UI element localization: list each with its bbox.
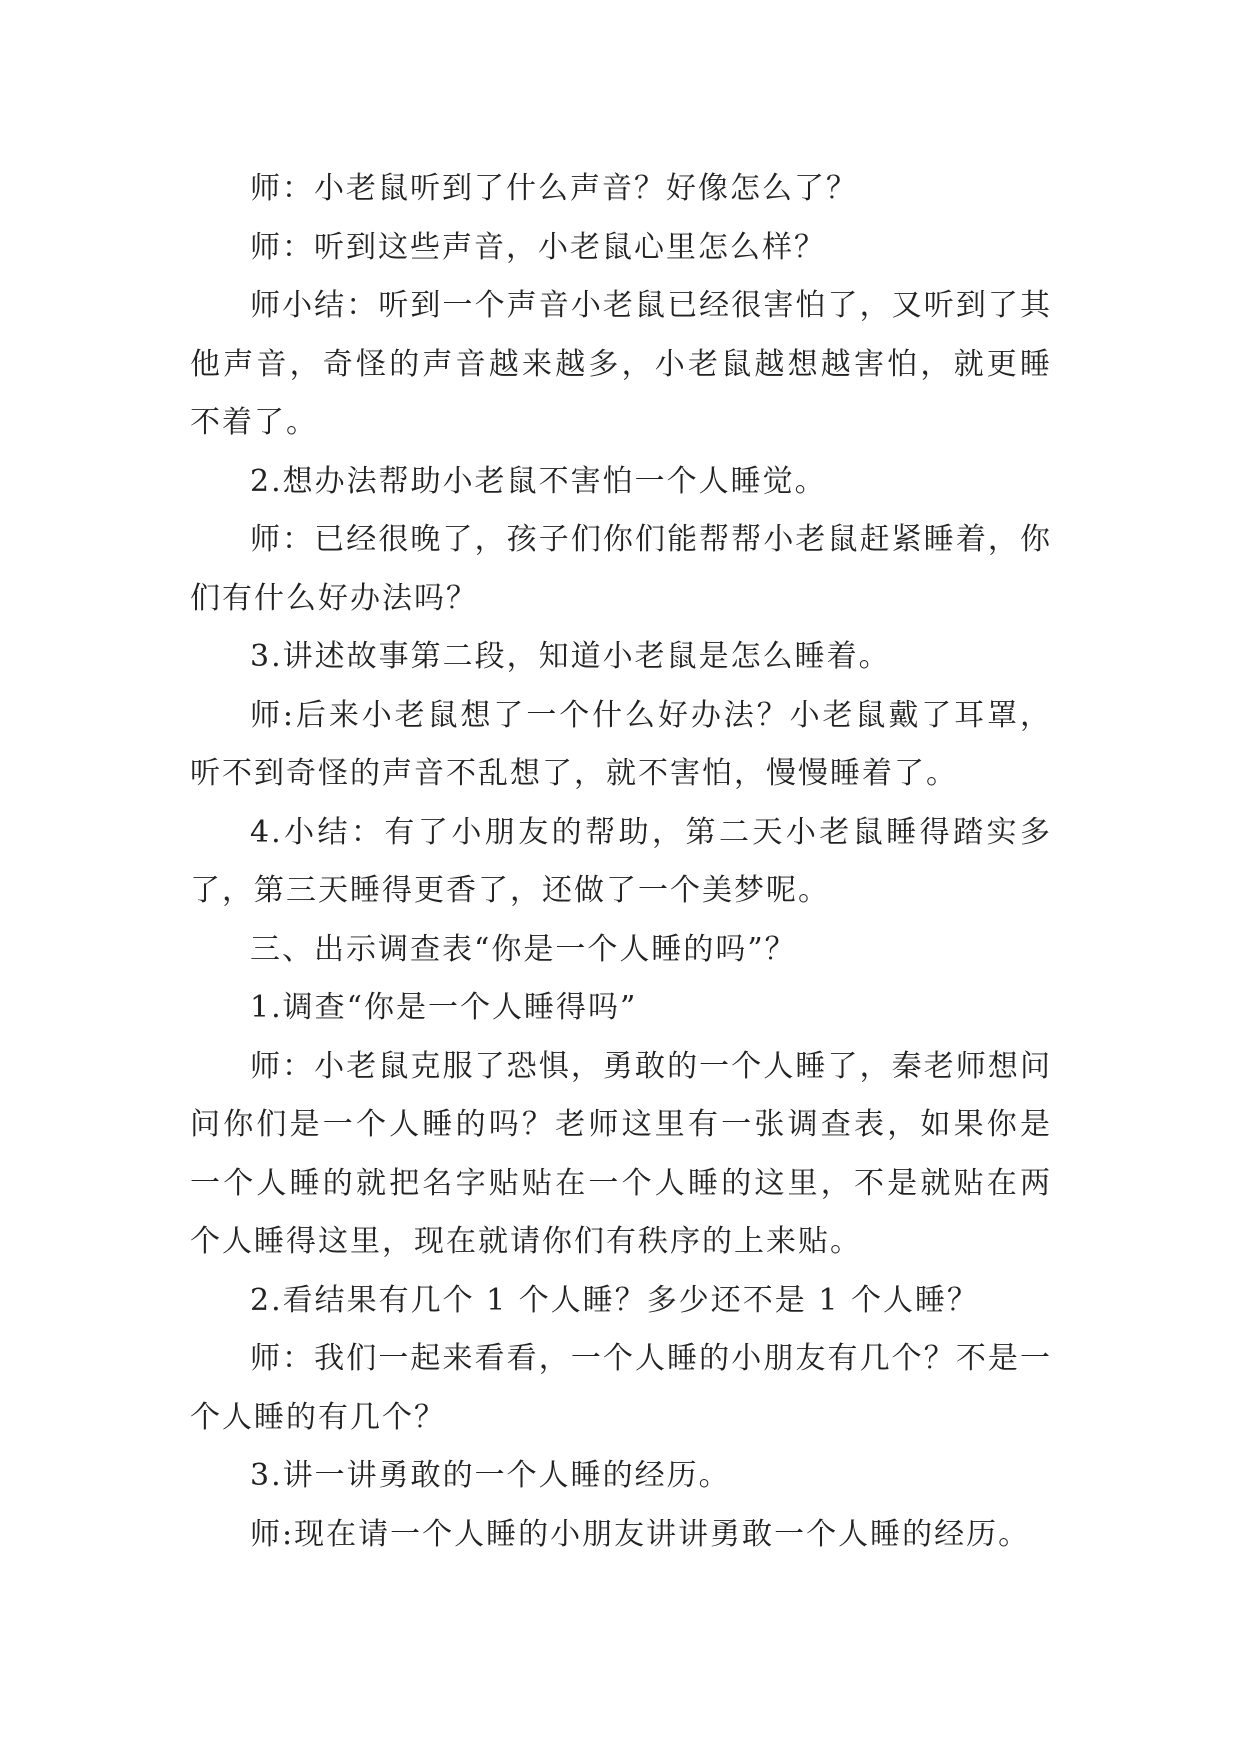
paragraph: 3.讲述故事第二段，知道小老鼠是怎么睡着。 [250,639,891,674]
paragraph: 师：小老鼠听到了什么声音？好像怎么了？ [250,171,858,206]
paragraph: 师小结：听到一个声音小老鼠已经很害怕了，又听到了其他声音，奇怪的声音越来越多，小老鼠越想越害怕，就更睡不着了。 [190,288,1052,440]
paragraph: 2.看结果有几个 1 个人睡？多少还不是 1 个人睡？ [250,1282,979,1318]
paragraph: 师：听到这些声音，小老鼠心里怎么样？ [250,229,826,265]
document-body [190,160,1052,1564]
paragraph: 师：小老鼠克服了恐惧，勇敢的一个人睡了，秦老师想问问你们是一个人睡的吗？老师这里有一张调查表，如果你是一个人睡的就把名字贴贴在一个人睡的这里，不是就贴在两个人睡得这里，现在就请你们有秩序的上来贴。 [190,1048,1052,1259]
paragraph: 1.调查“你是一个人睡得吗” [250,990,638,1025]
paragraph: 师:现在请一个人睡的小朋友讲讲勇敢一个人睡的经历。 [250,1516,1031,1552]
paragraph: 3.讲一讲勇敢的一个人睡的经历。 [250,1458,731,1493]
paragraph: 2.想办法帮助小老鼠不害怕一个人睡觉。 [250,463,827,499]
paragraph: 师：已经很晚了，孩子们你们能帮帮小老鼠赶紧睡着，你们有什么好办法吗？ [190,522,1052,616]
paragraph: 师：我们一起来看看，一个人睡的小朋友有几个？不是一个人睡的有几个？ [190,1341,1052,1435]
paragraph: 三、出示调查表“你是一个人睡的吗”？ [250,931,797,967]
paragraph: 4.小结：有了小朋友的帮助，第二天小老鼠睡得踏实多了，第三天睡得更香了，还做了一个美梦呢。 [190,814,1052,908]
paragraph: 师:后来小老鼠想了一个什么好办法？小老鼠戴了耳罩，听不到奇怪的声音不乱想了，就不害怕，慢慢睡着了。 [190,697,1052,791]
